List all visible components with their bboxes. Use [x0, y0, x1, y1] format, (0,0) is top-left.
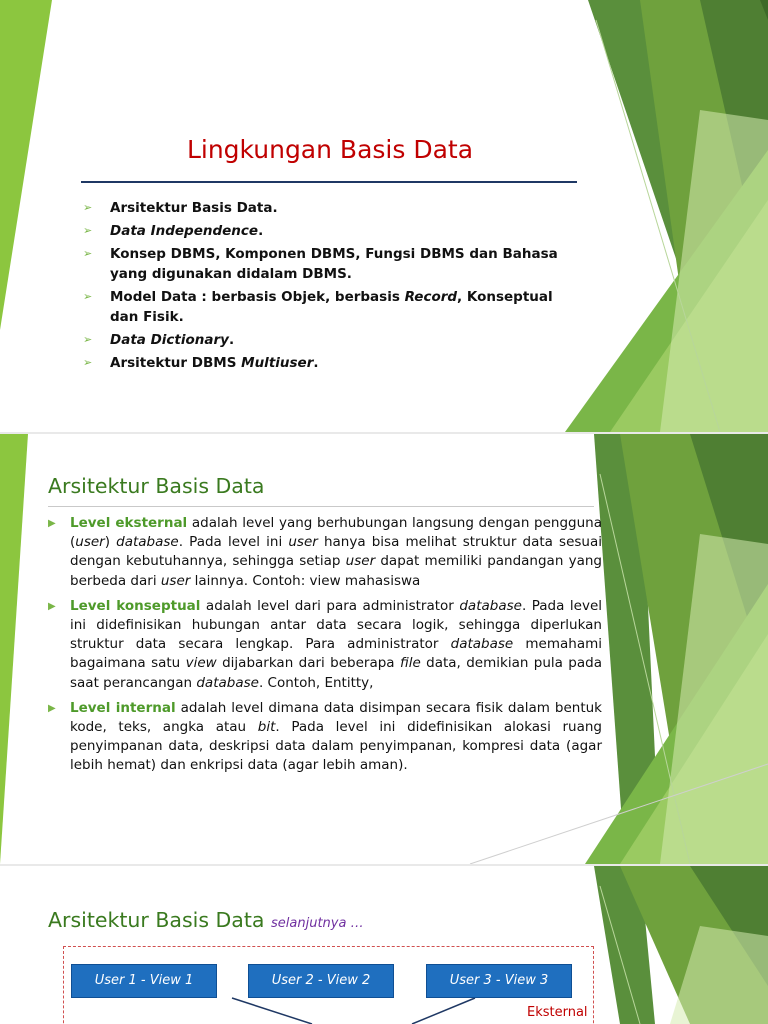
- list-item: ➢ Data Dictionary.: [80, 330, 578, 350]
- slide-2: [0, 434, 768, 864]
- topic-list: [80, 198, 578, 376]
- list-item: ➢ Arsitektur Basis Data.: [80, 198, 578, 218]
- slide-3-subheading: selanjutnya …: [271, 916, 364, 931]
- list-item: ▶ Level konseptual adalah level dari para administrator database. Pada level ini didefinisikan hubungan antar data secara logik, sehingga diperlukan struktur data secara lengkap. Para administrator database memahami bagaimana satu view dijabarkan dari beberapa file data, demikian pula pada saat perancangan database. Contoh, Entitty,: [48, 597, 602, 693]
- list-item: ➢ Konsep DBMS, Komponen DBMS, Fungsi DBMS dan Bahasa yang digunakan didalam DBMS.: [80, 244, 578, 284]
- user-view-box: User 1 - View 1: [71, 964, 217, 998]
- list-item: ➢ Data Independence.: [80, 221, 578, 241]
- slide-3: [0, 866, 768, 1024]
- external-level-label: Eksternal: [527, 1005, 588, 1020]
- list-item: ➢ Arsitektur DBMS Multiuser.: [80, 353, 578, 373]
- list-item: ➢ Model Data : berbasis Objek, berbasis Record, Konseptual dan Fisik.: [80, 287, 578, 327]
- list-item: ▶ Level eksternal adalah level yang berhubungan langsung dengan pengguna (user) database. Pada level ini user hanya bisa melihat struktur data sesuai dengan kebutuhannya, sehingga setiap user dapat memiliki pandangan yang berbeda dari user lainnya. Contoh: view mahasiswa: [48, 514, 602, 591]
- slide-1-title: Lingkungan Basis Data: [186, 135, 474, 164]
- user-view-box: User 3 - View 3: [426, 964, 572, 998]
- heading-rule: [48, 506, 594, 507]
- title-underline: [81, 181, 577, 183]
- slide-1: [0, 0, 768, 432]
- slide-2-heading: Arsitektur Basis Data: [48, 474, 265, 498]
- level-list: [48, 514, 602, 782]
- slide-3-heading: Arsitektur Basis Data selanjutnya …: [48, 908, 364, 932]
- list-item: ▶ Level internal adalah level dimana data disimpan secara fisik dalam bentuk kode, teks, angka atau bit. Pada level ini didefinisikan alokasi ruang penyimpanan data, deskripsi data dalam penyimpanan, kompresi data (agar lebih hemat) dan enkripsi data (agar lebih aman).: [48, 699, 602, 776]
- user-view-box: User 2 - View 2: [248, 964, 394, 998]
